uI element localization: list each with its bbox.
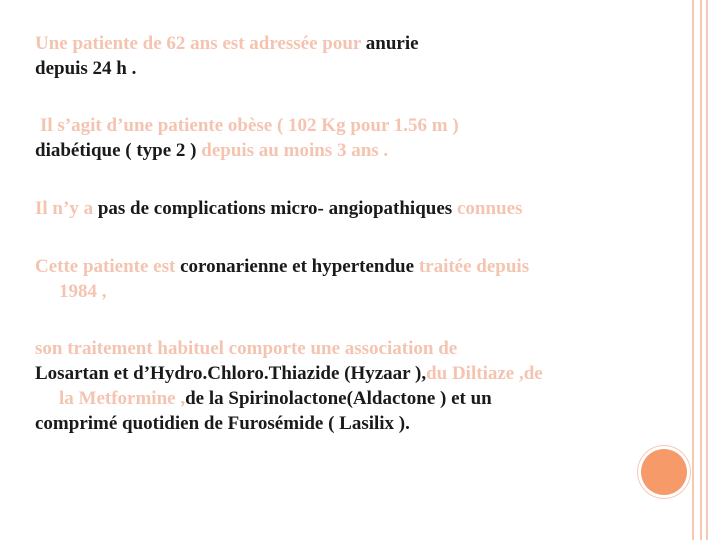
decorative-rule xyxy=(706,0,708,540)
text-line: Losartan et d’Hydro.Chloro.Thiazide (Hyzaar ),du Diltiaze ,de xyxy=(35,363,543,384)
paragraph-history xyxy=(35,254,685,304)
text-line: Il n’y a pas de complications micro- angiopathiques connues xyxy=(35,198,523,219)
paragraph-profile xyxy=(35,113,685,163)
text-line: diabétique ( type 2 ) depuis au moins 3 ans . xyxy=(35,140,389,161)
text-line: comprimé quotidien de Furosémide ( Lasilix ). xyxy=(35,413,410,434)
paragraph-referral xyxy=(35,31,685,81)
decorative-rule xyxy=(692,0,694,540)
decorative-circle xyxy=(641,449,687,495)
text-line: Il s’agit d’une patiente obèse ( 102 Kg pour 1.56 m ) xyxy=(40,115,459,136)
paragraph-complications xyxy=(35,196,685,221)
text-line: 1984 , xyxy=(59,281,107,302)
text-line: son traitement habituel comporte une association de xyxy=(35,338,458,359)
text-line: depuis 24 h . xyxy=(35,58,137,79)
slide-body xyxy=(35,31,685,436)
text-line: Une patiente de 62 ans est adressée pour anurie xyxy=(35,33,419,54)
paragraph-treatment xyxy=(35,336,685,436)
decorative-rule xyxy=(700,0,702,540)
text-line: Cette patiente est coronarienne et hypertendue traitée depuis xyxy=(35,256,530,277)
text-line: la Metformine ,de la Spirinolactone(Aldactone ) et un xyxy=(59,388,492,409)
